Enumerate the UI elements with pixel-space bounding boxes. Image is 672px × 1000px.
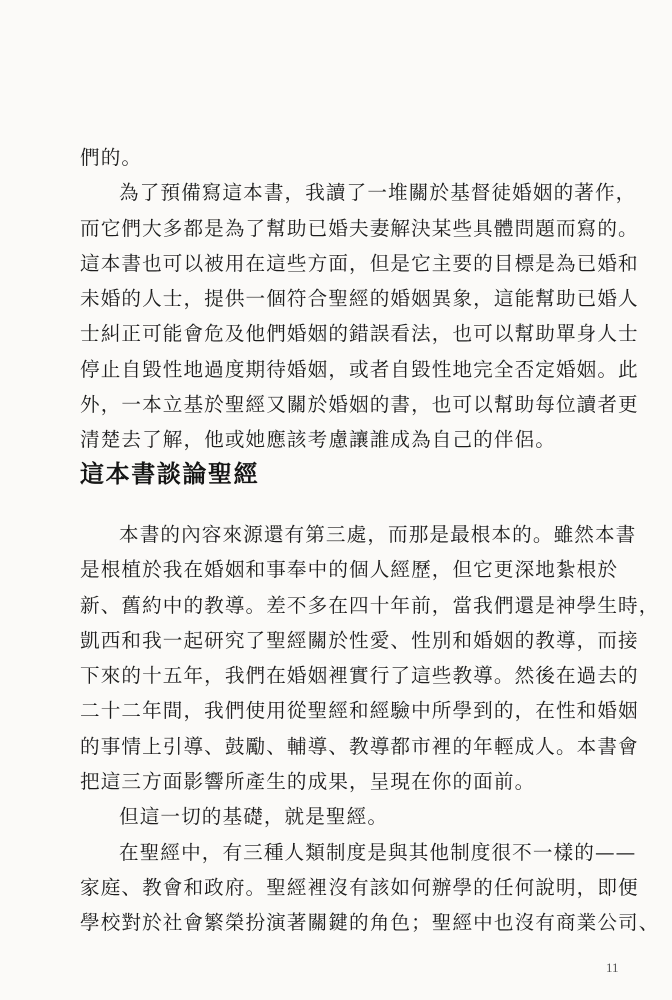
paragraph-line: 士糾正可能會危及他們婚姻的錯誤看法，也可以幫助單身人士 (80, 322, 639, 346)
main-section (80, 517, 660, 941)
paragraph-line: 清楚去了解，他或她應該考慮讓誰成為自己的伴侶。 (80, 428, 556, 452)
paragraph-line: 凱西和我一起研究了聖經關於性愛、性別和婚姻的教導，而接 (80, 628, 639, 652)
paragraph-line: 未婚的人士，提供一個符合聖經的婚姻異象，這能幫助已婚人 (80, 287, 639, 311)
paragraph-line: 下來的十五年，我們在婚姻裡實行了這些教導。然後在過去的 (80, 664, 639, 688)
paragraph-line: 停止自毀性地過度期待婚姻，或者自毀性地完全否定婚姻。此 (80, 357, 639, 381)
paragraph-line: 在聖經中，有三種人類制度是與其他制度很不一樣的—— (119, 840, 637, 864)
paragraph-line: 但這一切的基礎，就是聖經。 (119, 805, 389, 829)
paragraph-line: 學校對於社會繁榮扮演著關鍵的角色；聖經中也沒有商業公司、 (80, 911, 660, 935)
intro-section (80, 140, 639, 458)
paragraph-line: 二十二年間，我們使用從聖經和經驗中所學到的，在性和婚姻 (80, 699, 639, 723)
page-number: 11 (606, 960, 619, 975)
paragraph-line: 把這三方面影響所產生的成果，呈現在你的面前。 (80, 770, 536, 794)
paragraph-line: 家庭、教會和政府。聖經裡沒有該如何辦學的任何說明，即便 (80, 875, 639, 899)
paragraph-line: 為了預備寫這本書，我讀了一堆關於基督徒婚姻的著作， (119, 181, 637, 205)
paragraph-line: 本書的內容來源還有第三處，而那是最根本的。雖然本書 (119, 523, 637, 546)
paragraph-line: 外，一本立基於聖經又關於婚姻的書，也可以幫助每位讀者更 (80, 393, 639, 417)
paragraph-line: 的事情上引導、鼓勵、輔導、教導都市裡的年輕成人。本書會 (80, 734, 639, 758)
paragraph-line: 是根植於我在婚姻和事奉中的個人經歷，但它更深地紮根於 (80, 558, 619, 582)
paragraph-line: 而它們大多都是為了幫助已婚夫妻解決某些具體問題而寫的。 (80, 216, 639, 240)
paragraph-line: 們的。 (80, 146, 143, 169)
section-heading: 這本書談論聖經 (80, 460, 260, 488)
paragraph-line: 這本書也可以被用在這些方面，但是它主要的目標是為已婚和 (80, 251, 639, 275)
paragraph-line: 新、舊約中的教導。差不多在四十年前，當我們還是神學生時， (80, 593, 660, 617)
